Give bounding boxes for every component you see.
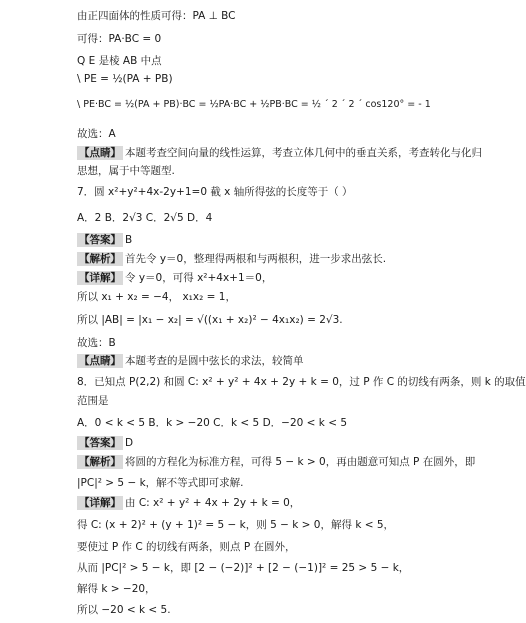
answer-line: 【答案】 B xyxy=(79,234,133,246)
text-line: 从而 |PC|² > 5 − k，即 [2 − (−2)]² + [2 − (−1)]² = 25 > 5 − k， xyxy=(77,562,410,574)
text-line: 故选：B xyxy=(77,337,116,349)
tag-label: 【点睛】 xyxy=(79,355,121,367)
text-line: 由正四面体的性质可得：PA ⊥ BC xyxy=(77,10,236,22)
analysis-line: 【解析】 将圆的方程化为标准方程，可得 5 − k > 0，再由题意可知点 P 在圆外，即 xyxy=(79,456,476,468)
tag-label: 【详解】 xyxy=(79,272,121,284)
note-line: 【点睛】 本题考查空间向量的线性运算，考查立体几何中的垂直关系，考查转化与化归 xyxy=(79,147,482,159)
tag-label: 【详解】 xyxy=(79,497,121,509)
question-line: 8．已知点 P(2,2) 和圆 C: x² + y² + 4x + 2y + k = 0，过 P 作 C 的切线有两条，则 k 的取值 xyxy=(77,376,526,388)
answer-line: 【答案】 D xyxy=(79,437,134,449)
tag-label: 【解析】 xyxy=(79,253,121,265)
detail-line: 【详解】 由 C: x² + y² + 4x + 2y + k = 0， xyxy=(79,497,301,509)
detail-line: 【详解】 令 y＝0，可得 x²+4x+1＝0， xyxy=(79,272,273,284)
text-line: 可得：PA·BC = 0 xyxy=(77,33,162,45)
text-line: 思想，属于中等题型. xyxy=(77,165,175,177)
question-line: 7．圆 x²+y²+4x-2y+1=0 截 x 轴所得弦的长度等于（ ） xyxy=(77,186,353,198)
tag-label: 【点睛】 xyxy=(79,147,121,159)
tag-label: 【答案】 xyxy=(79,437,121,449)
text-line: 所以 −20 < k < 5. xyxy=(77,604,171,616)
text-line: 故选：A xyxy=(77,128,116,140)
text-line: 范围是 xyxy=(77,395,109,407)
tag-label: 【解析】 xyxy=(79,456,121,468)
text-line: 解得 k > −20， xyxy=(77,583,156,595)
text-line: |PC|² > 5 − k，解不等式即可求解. xyxy=(77,477,244,489)
text-line: 要使过 P 作 C 的切线有两条，则点 P 在圆外， xyxy=(77,541,296,553)
text-line: 所以 x₁ + x₂ = −4， x₁x₂ = 1， xyxy=(77,291,236,303)
options-line: A．2 B．2√3 C．2√5 D．4 xyxy=(77,212,213,224)
analysis-line: 【解析】 首先令 y＝0，整理得两根和与两根积，进一步求出弦长. xyxy=(79,253,387,265)
text-line: 所以 |AB| = |x₁ − x₂| = √((x₁ + x₂)² − 4x₁x₂) = 2√3. xyxy=(77,314,343,326)
text-line: \ PE = ½(PA + PB) xyxy=(77,73,173,85)
note-line: 【点睛】 本题考查的是圆中弦长的求法，较简单 xyxy=(79,355,304,367)
text-line: \ PE·BC = ½(PA + PB)·BC = ½PA·BC + ½PB·BC = ½ ´ 2 ´ 2 ´ cos120° = - 1 xyxy=(77,99,431,110)
text-line: Q E 是棱 AB 中点 xyxy=(77,55,162,67)
text-line: 得 C: (x + 2)² + (y + 1)² = 5 − k，则 5 − k > 0，解得 k < 5， xyxy=(77,519,395,531)
options-line: A．0 < k < 5 B．k > −20 C．k < 5 D．−20 < k < 5 xyxy=(77,417,348,429)
tag-label: 【答案】 xyxy=(79,234,121,246)
